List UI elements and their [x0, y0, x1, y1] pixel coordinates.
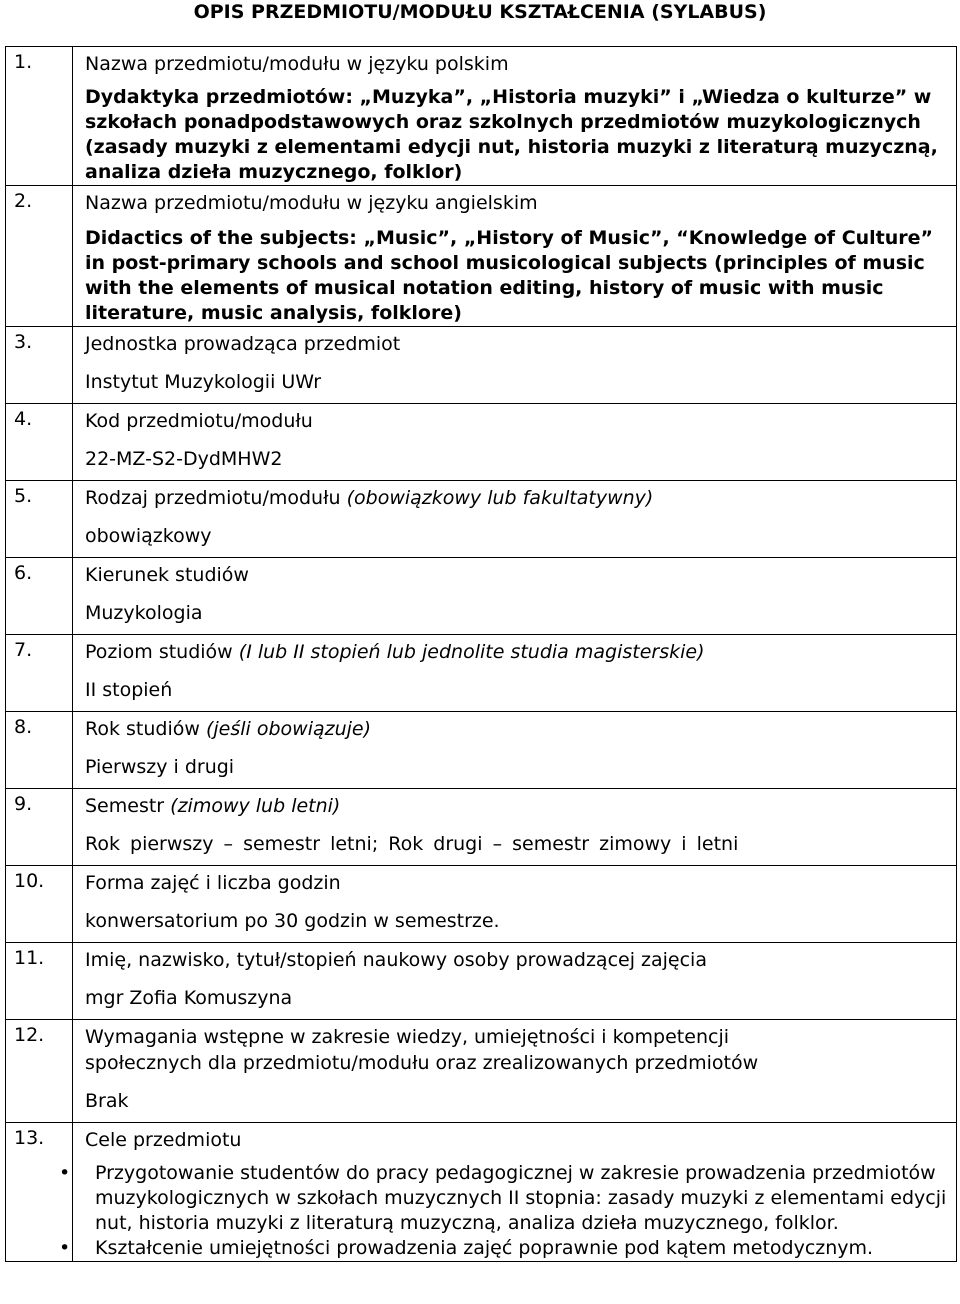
row-content [59, 1123, 957, 1262]
field-label-note: (I lub II stopień lub jednolite studia magisterskie) [238, 641, 705, 663]
field-label: Wymagania wstępne w zakresie wiedzy, umiejętności i kompetencji społecznych dla przedmiotu/modułu oraz zrealizowanych przedmiotów [85, 1026, 759, 1074]
row-content [73, 866, 957, 943]
row-content [73, 712, 957, 789]
field-label: Imię, nazwisko, tytuł/stopień naukowy osoby prowadzącej zajęcia [85, 949, 707, 971]
list-item [59, 1161, 948, 1236]
list-item [59, 1236, 948, 1261]
row-number: 7. [6, 635, 73, 712]
table-row [6, 558, 957, 635]
table-row [6, 481, 957, 558]
field-label: Cele przedmiotu [85, 1129, 242, 1151]
row-number: 10. [6, 866, 73, 943]
field-value: II stopień [85, 679, 173, 701]
page-title: OPIS PRZEDMIOTU/MODUŁU KSZTAŁCENIA (SYLABUS) [193, 1, 767, 23]
field-label: Forma zajęć i liczba godzin [85, 872, 341, 894]
row-number: 8. [6, 712, 73, 789]
bullet-icon: • [59, 1237, 71, 1259]
field-label-note: (jeśli obowiązuje) [205, 718, 372, 740]
field-value: Instytut Muzykologii UWr [85, 371, 322, 393]
field-label-text: Semestr [85, 795, 165, 817]
table-row [6, 1123, 957, 1262]
field-value: mgr Zofia Komuszyna [85, 987, 293, 1009]
row-content [73, 481, 957, 558]
syllabus-table [5, 46, 957, 1262]
row-number: 5. [6, 481, 73, 558]
field-label: Kierunek studiów [85, 564, 249, 586]
row-content [73, 404, 957, 481]
bullet-icon: • [59, 1162, 71, 1184]
field-label-text: Rodzaj przedmiotu/modułu [85, 487, 341, 509]
row-content [73, 47, 957, 186]
table-row [6, 635, 957, 712]
field-label [85, 793, 948, 819]
row-number: 9. [6, 789, 73, 866]
field-label [85, 639, 948, 665]
field-label-text: Rok studiów [85, 718, 200, 740]
field-label [85, 485, 948, 511]
row-content [73, 327, 957, 404]
table-row [6, 866, 957, 943]
row-content [73, 186, 957, 327]
field-label-text: Poziom studiów [85, 641, 233, 663]
list-item-text: Kształcenie umiejętności prowadzenia zajęć poprawnie pod kątem metodycznym. [95, 1237, 874, 1259]
row-content [73, 558, 957, 635]
table-row [6, 1020, 957, 1123]
field-label-note: (zimowy lub letni) [170, 795, 341, 817]
table-row [6, 327, 957, 404]
field-value: Dydaktyka przedmiotów: „Muzyka”, „Historia muzyki” i „Wiedza o kulturze” w szkołach ponadpodstawowych oraz szkolnych przedmiotów muzykologicznych (zasady muzyki z elementami edycji nut, historia muzyki z literaturą muzyczną, analiza dzieła muzycznego, folklor) [85, 86, 938, 183]
row-number: 6. [6, 558, 73, 635]
table-row [6, 47, 957, 186]
row-content [73, 789, 957, 866]
row-number: 11. [6, 943, 73, 1020]
table-row [6, 186, 957, 327]
table-row [6, 789, 957, 866]
field-value: Brak [85, 1090, 129, 1112]
row-number: 4. [6, 404, 73, 481]
table-row [6, 943, 957, 1020]
field-value: Rok pierwszy – semestr letni; Rok drugi – semestr zimowy i letni [85, 833, 739, 855]
row-number: 2. [6, 186, 73, 327]
field-value: Didactics of the subjects: „Music”, „History of Music”, “Knowledge of Culture” in post-primary schools and school musicological subjects (principles of music with the elements of musical notation editing, history of music with music literature, music analysis, folklore) [85, 227, 934, 324]
row-number: 12. [6, 1020, 73, 1123]
field-value: Pierwszy i drugi [85, 756, 235, 778]
field-label: Jednostka prowadząca przedmiot [85, 333, 401, 355]
field-value: Muzykologia [85, 602, 203, 624]
goals-list [59, 1161, 948, 1261]
row-content [73, 943, 957, 1020]
field-label: Nazwa przedmiotu/modułu w języku polskim [85, 53, 509, 75]
field-value: obowiązkowy [85, 525, 212, 547]
field-label: Nazwa przedmiotu/modułu w języku angielskim [85, 192, 538, 214]
table-row [6, 712, 957, 789]
row-number: 13. [6, 1123, 73, 1262]
list-item-text: Przygotowanie studentów do pracy pedagogicznej w zakresie prowadzenia przedmiotów muzykologicznych w szkołach muzycznych II stopnia: zasady muzyki z elementami edycji nut, historia muzyki z literaturą muzyczną, analiza dzieła muzycznego, folklor. [95, 1162, 947, 1234]
field-value: 22-MZ-S2-DydMHW2 [85, 448, 283, 470]
field-label-note: (obowiązkowy lub fakultatywny) [346, 487, 654, 509]
field-label: Kod przedmiotu/modułu [85, 410, 313, 432]
row-content [73, 1020, 957, 1123]
table-row [6, 404, 957, 481]
row-content [73, 635, 957, 712]
field-label [85, 716, 948, 742]
field-value: konwersatorium po 30 godzin w semestrze. [85, 910, 500, 932]
row-number: 1. [6, 47, 73, 186]
row-number: 3. [6, 327, 73, 404]
